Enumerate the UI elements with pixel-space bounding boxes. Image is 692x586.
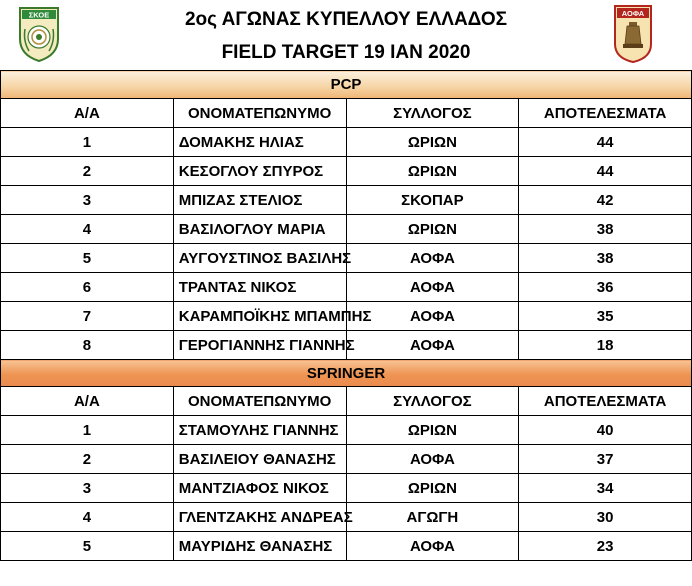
cell-aa: 2: [1, 157, 174, 186]
cell-score: 38: [519, 244, 692, 273]
table-row: [1, 331, 692, 360]
cell-club: ΩΡΙΩΝ: [346, 215, 519, 244]
table-row: [1, 416, 692, 445]
cell-name: ΤΡΑΝΤΑΣ ΝΙΚΟΣ: [173, 273, 346, 302]
cell-aa: 4: [1, 503, 174, 532]
page-subtitle: FIELD TARGET 19 ΙΑΝ 2020: [221, 42, 471, 63]
cell-club: ΑΟΦΑ: [346, 244, 519, 273]
cell-aa: 1: [1, 416, 174, 445]
cell-club: ΑΟΦΑ: [346, 331, 519, 360]
cell-score: 34: [519, 474, 692, 503]
results-table: [0, 70, 692, 561]
aofa-logo: [613, 4, 653, 64]
cell-aa: 4: [1, 215, 174, 244]
column-header-name: ΟΝΟΜΑΤΕΠΩΝΥΜΟ: [173, 99, 346, 128]
cell-club: ΑΟΦΑ: [346, 302, 519, 331]
cell-name: ΒΑΣΙΛΟΓΛΟΥ ΜΑΡΙΑ: [173, 215, 346, 244]
cell-score: 36: [519, 273, 692, 302]
section-header-springer: [1, 360, 692, 387]
column-header-name: ΟΝΟΜΑΤΕΠΩΝΥΜΟ: [173, 387, 346, 416]
cell-score: 38: [519, 215, 692, 244]
cell-name: ΑΥΓΟΥΣΤΙΝΟΣ ΒΑΣΙΛΗΣ: [173, 244, 346, 273]
cell-score: 23: [519, 532, 692, 561]
table-row: [1, 244, 692, 273]
cell-score: 44: [519, 157, 692, 186]
column-header-club: ΣΥΛΛΟΓΟΣ: [346, 387, 519, 416]
cell-club: ΩΡΙΩΝ: [346, 157, 519, 186]
page-title: 2ος ΑΓΩΝΑΣ ΚΥΠΕΛΛΟΥ ΕΛΛΑΔΟΣ: [184, 9, 508, 30]
cell-aa: 8: [1, 331, 174, 360]
cell-club: ΑΓΩΓΗ: [346, 503, 519, 532]
cell-name: ΓΛΕΝΤΖΑΚΗΣ ΑΝΔΡΕΑΣ: [173, 503, 346, 532]
column-header-results: ΑΠΟΤΕΛΕΣΜΑΤΑ: [519, 387, 692, 416]
cell-name: ΚΑΡΑΜΠΟΪΚΗΣ ΜΠΑΜΠΗΣ: [173, 302, 346, 331]
section-title: SPRINGER: [1, 360, 692, 387]
section-header-pcp: [1, 71, 692, 99]
column-header-aa: Α/Α: [1, 99, 174, 128]
cell-club: ΩΡΙΩΝ: [346, 474, 519, 503]
cell-name: ΜΑΝΤΖΙΑΦΟΣ ΝΙΚΟΣ: [173, 474, 346, 503]
table-row: [1, 474, 692, 503]
cell-club: ΑΟΦΑ: [346, 273, 519, 302]
cell-aa: 2: [1, 445, 174, 474]
cell-club: ΩΡΙΩΝ: [346, 128, 519, 157]
cell-aa: 3: [1, 186, 174, 215]
svg-text:ΣΚΟΕ: ΣΚΟΕ: [28, 10, 50, 20]
table-row: [1, 157, 692, 186]
cell-aa: 5: [1, 532, 174, 561]
table-row: [1, 302, 692, 331]
table-row: [1, 273, 692, 302]
cell-aa: 1: [1, 128, 174, 157]
table-row: [1, 128, 692, 157]
column-header-row: [1, 99, 692, 128]
cell-name: ΚΕΣΟΓΛΟΥ ΣΠΥΡΟΣ: [173, 157, 346, 186]
table-row: [1, 532, 692, 561]
cell-score: 18: [519, 331, 692, 360]
column-header-row: [1, 387, 692, 416]
cell-name: ΣΤΑΜΟΥΛΗΣ ΓΙΑΝΝΗΣ: [173, 416, 346, 445]
table-row: [1, 186, 692, 215]
cell-name: ΔΟΜΑΚΗΣ ΗΛΙΑΣ: [173, 128, 346, 157]
cell-name: ΜΠΙΖΑΣ ΣΤΕΛΙΟΣ: [173, 186, 346, 215]
table-row: [1, 445, 692, 474]
cell-score: 37: [519, 445, 692, 474]
cell-club: ΑΟΦΑ: [346, 532, 519, 561]
svg-text:ΑΟΦΑ: ΑΟΦΑ: [621, 9, 645, 19]
cell-score: 40: [519, 416, 692, 445]
cell-name: ΓΕΡΟΓΙΑΝΝΗΣ ΓΙΑΝΝΗΣ: [173, 331, 346, 360]
cell-aa: 7: [1, 302, 174, 331]
cell-score: 30: [519, 503, 692, 532]
cell-score: 35: [519, 302, 692, 331]
cell-club: ΣΚΟΠΑΡ: [346, 186, 519, 215]
column-header-club: ΣΥΛΛΟΓΟΣ: [346, 99, 519, 128]
cell-club: ΩΡΙΩΝ: [346, 416, 519, 445]
cell-score: 44: [519, 128, 692, 157]
cell-aa: 6: [1, 273, 174, 302]
cell-club: ΑΟΦΑ: [346, 445, 519, 474]
page-header: [0, 0, 692, 70]
cell-aa: 5: [1, 244, 174, 273]
cell-score: 42: [519, 186, 692, 215]
section-title: PCP: [1, 71, 692, 99]
cell-name: ΜΑΥΡΙΔΗΣ ΘΑΝΑΣΗΣ: [173, 532, 346, 561]
cell-aa: 3: [1, 474, 174, 503]
table-row: [1, 215, 692, 244]
column-header-aa: Α/Α: [1, 387, 174, 416]
cell-name: ΒΑΣΙΛΕΙΟΥ ΘΑΝΑΣΗΣ: [173, 445, 346, 474]
table-row: [1, 503, 692, 532]
column-header-results: ΑΠΟΤΕΛΕΣΜΑΤΑ: [519, 99, 692, 128]
